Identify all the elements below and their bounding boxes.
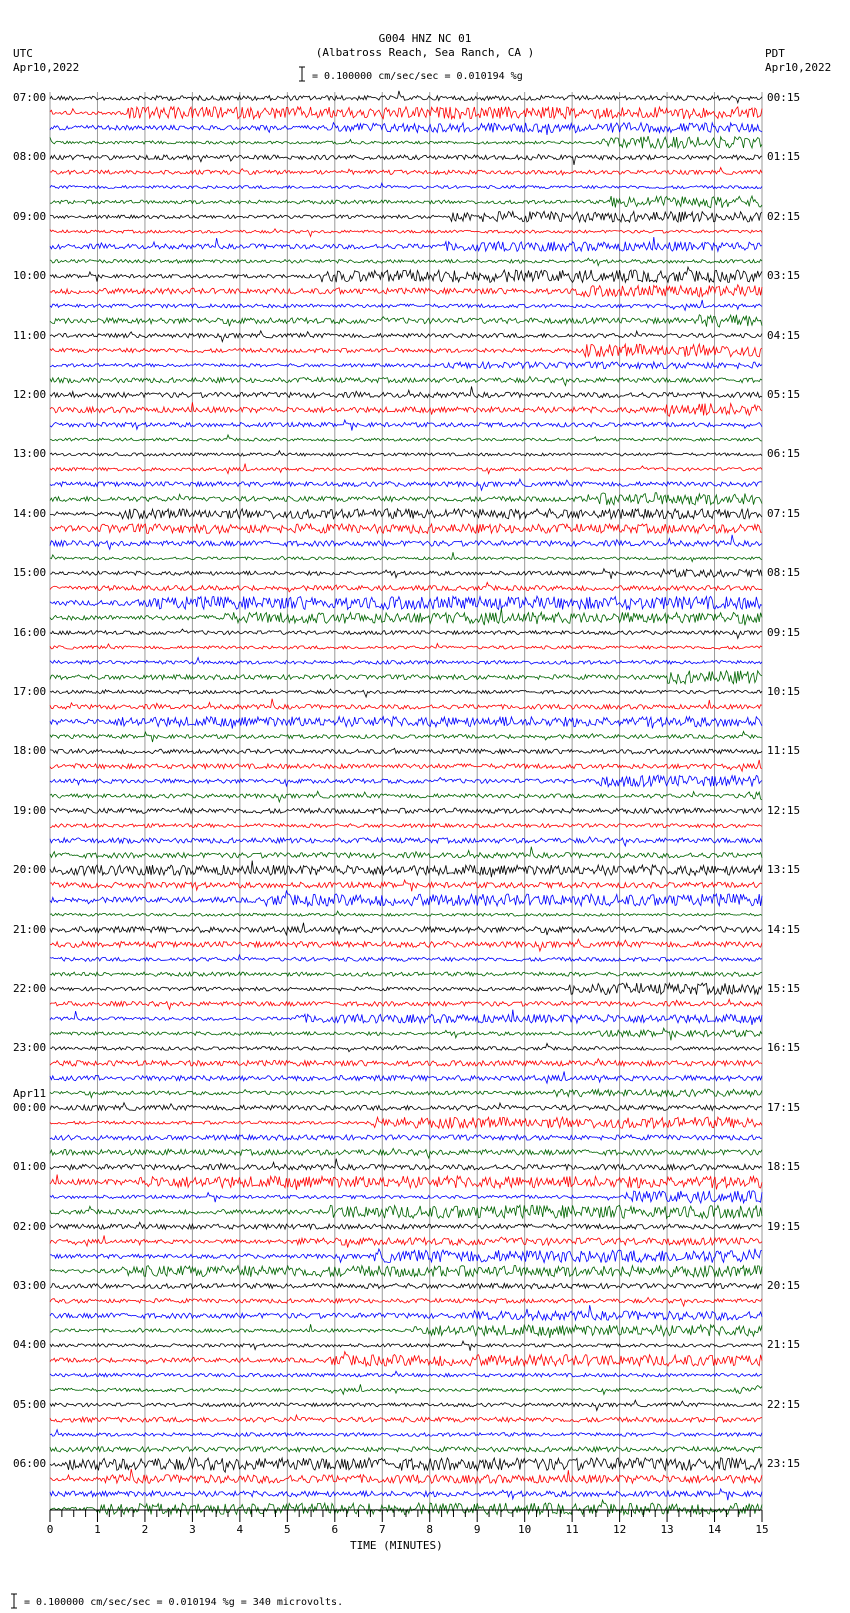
pdt-hour-label: 00:15 <box>767 91 801 104</box>
x-tick-label: 6 <box>331 1523 339 1536</box>
pdt-hour-label: 20:15 <box>767 1279 801 1292</box>
seismic-trace-66 <box>50 1059 762 1066</box>
seismic-trace-71 <box>50 1135 762 1140</box>
seismic-trace-16 <box>50 315 762 327</box>
seismic-trace-79 <box>50 1249 762 1263</box>
utc-hour-label: 17:00 <box>13 685 47 698</box>
chart-title: G004 HNZ NC 01 <box>378 32 472 45</box>
station-location: (Albatross Reach, Sea Ranch, CA ) <box>315 46 535 59</box>
seismic-trace-65 <box>50 1043 762 1051</box>
seismic-trace-45 <box>50 748 762 754</box>
seismic-trace-5 <box>50 154 762 165</box>
pdt-hour-label: 23:15 <box>767 1457 801 1471</box>
seismic-trace-46 <box>50 760 762 771</box>
seismic-trace-37 <box>50 629 762 638</box>
x-tick-label: 7 <box>378 1523 386 1536</box>
utc-hour-label: 07:00 <box>13 91 47 104</box>
x-tick-label: 13 <box>660 1523 674 1536</box>
x-tick-label: 0 <box>46 1523 54 1536</box>
seismic-trace-26 <box>50 464 762 474</box>
utc-hour-label: 22:00 <box>13 982 47 995</box>
pdt-hour-label: 17:15 <box>767 1100 801 1114</box>
seismic-trace-88 <box>50 1384 762 1394</box>
left-date: Apr10,2022 <box>13 61 80 74</box>
seismic-trace-22 <box>50 402 762 416</box>
seismic-trace-54 <box>50 880 762 891</box>
x-tick-label: 15 <box>755 1523 769 1536</box>
seismic-trace-58 <box>50 939 762 951</box>
seismic-trace-85 <box>50 1341 762 1351</box>
seismic-trace-9 <box>50 211 762 222</box>
seismic-trace-2 <box>50 107 762 119</box>
x-tick-label: 5 <box>284 1523 291 1536</box>
right-date: Apr10,2022 <box>765 61 832 74</box>
pdt-hour-label: 01:15 <box>767 150 801 164</box>
seismic-trace-27 <box>50 479 762 490</box>
seismic-trace-41 <box>50 689 762 697</box>
right-timezone: PDT <box>765 47 785 60</box>
seismic-trace-4 <box>50 136 762 148</box>
seismic-trace-39 <box>50 658 762 665</box>
seismic-trace-13 <box>50 267 762 282</box>
seismic-trace-95 <box>50 1489 762 1500</box>
seismic-trace-19 <box>50 362 762 369</box>
seismic-trace-56 <box>50 911 762 916</box>
time-axis <box>47 1510 769 1536</box>
utc-hour-label: 14:00 <box>13 506 47 520</box>
seismic-trace-21 <box>50 386 762 397</box>
seismic-trace-48 <box>50 791 762 802</box>
utc-hour-label: 04:00 <box>13 1338 47 1352</box>
seismic-trace-8 <box>50 196 762 208</box>
seismic-trace-90 <box>50 1415 762 1422</box>
date-change-label: Apr11 <box>13 1086 47 1100</box>
seismic-trace-42 <box>50 699 762 710</box>
seismic-trace-84 <box>50 1324 762 1338</box>
seismic-trace-50 <box>50 824 762 828</box>
seismic-trace-93 <box>50 1458 762 1473</box>
pdt-hour-label: 22:15 <box>767 1397 801 1411</box>
seismic-trace-23 <box>50 420 762 431</box>
x-tick-label: 3 <box>189 1523 196 1536</box>
utc-hour-label: 21:00 <box>13 922 47 936</box>
pdt-hour-label: 08:15 <box>767 566 801 580</box>
seismic-trace-55 <box>50 891 762 906</box>
seismic-trace-80 <box>50 1266 762 1277</box>
pdt-hour-label: 03:15 <box>767 269 801 283</box>
pdt-hour-label: 15:15 <box>767 982 801 995</box>
utc-hour-label: 00:00 <box>13 1100 47 1114</box>
seismic-trace-81 <box>50 1283 762 1288</box>
utc-hour-label: 09:00 <box>13 209 47 223</box>
seismic-trace-38 <box>50 644 762 650</box>
seismic-trace-75 <box>50 1191 762 1203</box>
utc-hour-label: 10:00 <box>13 269 47 283</box>
seismic-trace-14 <box>50 285 762 297</box>
seismic-trace-61 <box>50 983 762 995</box>
header-scale-text: = 0.100000 cm/sec/sec = 0.010194 %g <box>312 71 523 82</box>
seismic-trace-31 <box>50 535 762 549</box>
seismic-trace-78 <box>50 1236 762 1248</box>
utc-hour-label: 18:00 <box>13 744 47 758</box>
seismic-trace-60 <box>50 972 762 976</box>
utc-hour-label: 15:00 <box>13 566 47 580</box>
seismic-trace-63 <box>50 1010 762 1025</box>
seismic-trace-17 <box>50 331 762 342</box>
seismic-trace-57 <box>50 923 762 935</box>
seismic-trace-86 <box>50 1352 762 1366</box>
seismic-trace-18 <box>50 344 762 357</box>
left-timezone: UTC <box>13 47 33 60</box>
seismic-trace-74 <box>50 1175 762 1190</box>
seismic-trace-49 <box>50 808 762 813</box>
pdt-hour-label: 14:15 <box>767 922 801 936</box>
seismic-trace-33 <box>50 569 762 579</box>
utc-hour-label: 05:00 <box>13 1397 47 1411</box>
seismic-trace-59 <box>50 955 762 961</box>
pdt-hour-label: 02:15 <box>767 209 801 223</box>
seismic-trace-29 <box>50 509 762 519</box>
x-tick-label: 10 <box>518 1523 532 1536</box>
pdt-hour-label: 19:15 <box>767 1219 801 1233</box>
x-tick-label: 11 <box>565 1523 579 1536</box>
utc-hour-label: 01:00 <box>13 1160 47 1174</box>
utc-hour-label: 08:00 <box>13 150 47 164</box>
pdt-hour-label: 06:15 <box>767 447 801 461</box>
seismic-trace-3 <box>50 123 762 135</box>
seismic-trace-73 <box>50 1159 762 1170</box>
seismic-trace-32 <box>50 552 762 561</box>
seismic-trace-28 <box>50 493 762 505</box>
seismic-trace-25 <box>50 451 762 456</box>
seismic-trace-20 <box>50 377 762 386</box>
pdt-hour-label: 12:15 <box>767 803 801 817</box>
x-tick-label: 8 <box>426 1523 434 1536</box>
seismic-trace-92 <box>50 1447 762 1452</box>
x-tick-label: 12 <box>612 1523 627 1536</box>
seismic-trace-76 <box>50 1205 762 1218</box>
seismic-trace-67 <box>50 1072 762 1084</box>
utc-hour-label: 13:00 <box>13 447 47 461</box>
seismic-trace-15 <box>50 300 762 310</box>
seismic-trace-77 <box>50 1222 762 1229</box>
seismic-trace-6 <box>50 168 762 176</box>
utc-hour-label: 16:00 <box>13 625 47 639</box>
seismic-trace-53 <box>50 861 762 878</box>
seismic-trace-43 <box>50 717 762 729</box>
utc-hour-label: 20:00 <box>13 863 47 877</box>
seismic-trace-36 <box>50 608 762 625</box>
seismic-trace-87 <box>50 1371 762 1377</box>
seismic-trace-52 <box>50 847 762 858</box>
seismic-trace-68 <box>50 1089 762 1097</box>
seismic-trace-12 <box>50 258 762 265</box>
utc-hour-label: 11:00 <box>13 328 47 342</box>
pdt-hour-label: 11:15 <box>767 744 801 758</box>
seismic-trace-94 <box>50 1469 762 1483</box>
utc-hour-label: 03:00 <box>13 1279 47 1292</box>
utc-hour-label: 12:00 <box>13 388 47 401</box>
x-tick-label: 4 <box>236 1523 244 1536</box>
pdt-hour-label: 18:15 <box>767 1160 801 1174</box>
utc-hour-label: 19:00 <box>13 803 47 817</box>
utc-hour-label: 06:00 <box>13 1457 47 1471</box>
pdt-hour-label: 16:15 <box>767 1041 801 1055</box>
seismic-trace-69 <box>50 1103 762 1111</box>
seismic-trace-47 <box>50 775 762 787</box>
seismic-trace-83 <box>50 1305 762 1320</box>
seismic-trace-70 <box>50 1117 762 1128</box>
seismic-trace-72 <box>50 1148 762 1158</box>
footer-scale-text: = 0.100000 cm/sec/sec = 0.010194 %g = 340 microvolts. <box>24 1597 344 1608</box>
pdt-hour-label: 21:15 <box>767 1338 801 1352</box>
pdt-hour-label: 09:15 <box>767 625 801 639</box>
seismic-trace-11 <box>50 237 762 251</box>
pdt-hour-label: 04:15 <box>767 328 801 342</box>
seismic-trace-89 <box>50 1400 762 1410</box>
pdt-hour-label: 07:15 <box>767 506 801 520</box>
x-tick-label: 9 <box>473 1523 481 1536</box>
trace-group <box>50 91 762 1515</box>
pdt-hour-label: 10:15 <box>767 685 801 698</box>
seismic-trace-62 <box>50 999 762 1009</box>
seismic-trace-34 <box>50 582 762 591</box>
seismic-trace-44 <box>50 731 762 742</box>
utc-hour-label: 02:00 <box>13 1219 47 1233</box>
seismic-trace-35 <box>50 596 762 609</box>
seismic-trace-1 <box>50 91 762 103</box>
x-axis-label: TIME (MINUTES) <box>350 1539 443 1552</box>
x-tick-label: 2 <box>141 1523 149 1536</box>
seismic-trace-40 <box>50 671 762 684</box>
seismic-trace-7 <box>50 183 762 189</box>
pdt-hour-label: 13:15 <box>767 863 801 877</box>
pdt-hour-label: 05:15 <box>767 388 801 401</box>
seismic-trace-91 <box>50 1430 762 1437</box>
x-tick-label: 1 <box>94 1523 101 1536</box>
seismic-trace-82 <box>50 1298 762 1307</box>
x-tick-label: 14 <box>707 1523 722 1536</box>
seismic-trace-24 <box>50 435 762 441</box>
utc-hour-label: 23:00 <box>13 1041 47 1055</box>
seismic-trace-51 <box>50 837 762 846</box>
seismic-trace-64 <box>50 1028 762 1040</box>
seismic-trace-10 <box>50 229 762 237</box>
seismic-trace-30 <box>50 524 762 534</box>
